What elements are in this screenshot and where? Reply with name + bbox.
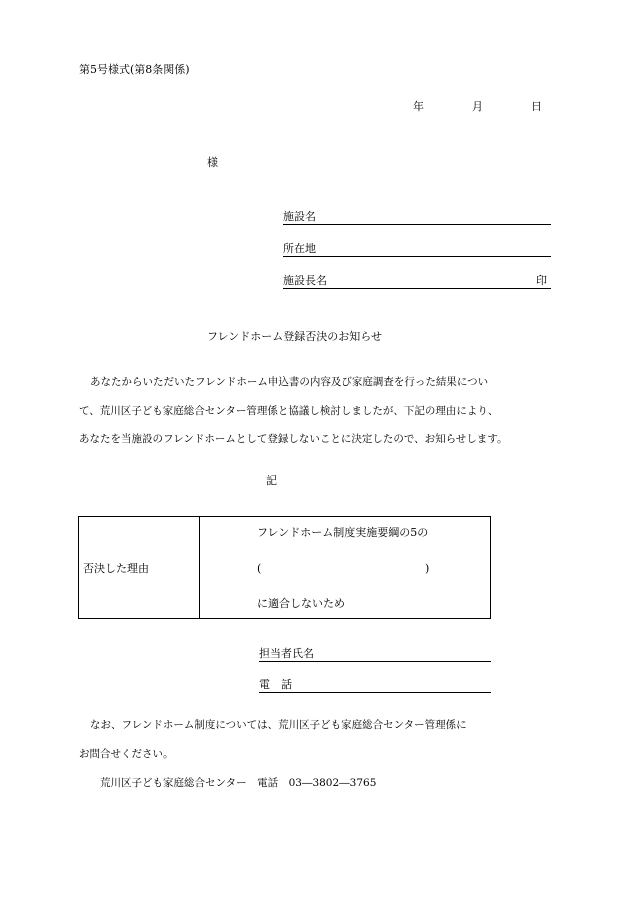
note-line-2: お問合せください。 xyxy=(79,748,174,760)
seal-mark: 印 xyxy=(536,274,547,287)
footer-contact: 荒川区子ども家庭総合センター 電話 03―3802―3765 xyxy=(100,777,377,789)
reason-line-1: フレンドホーム制度実施要綱の5の xyxy=(257,526,429,539)
facility-name-label: 施設名 xyxy=(283,210,316,223)
paren-open: ( xyxy=(257,562,262,575)
document-title: フレンドホーム登録否決のお知らせ xyxy=(207,330,382,343)
date-month-label: 月 xyxy=(472,100,483,113)
body-line-1: あなたからいただいたフレンドホーム申込書の内容及び家庭調査を行った結果につい xyxy=(90,376,489,388)
date-day-label: 日 xyxy=(531,100,542,113)
reason-label: 否決した理由 xyxy=(83,562,149,575)
note-line-1: なお、フレンドホーム制度については、荒川区子ども家庭総合センター管理係に xyxy=(90,719,467,731)
contact-person-line xyxy=(259,646,491,662)
form-number: 第5号様式(第8条関係) xyxy=(79,63,190,76)
facility-name-line xyxy=(283,209,551,225)
contact-phone-line xyxy=(259,677,491,693)
table-divider xyxy=(199,517,200,618)
address-line xyxy=(283,241,551,257)
date-year-label: 年 xyxy=(413,100,424,113)
ki-heading: 記 xyxy=(266,474,277,487)
recipient-suffix: 様 xyxy=(207,156,218,169)
reason-table xyxy=(78,516,491,619)
reason-line-3: に適合しないため xyxy=(257,597,345,610)
paren-close: ) xyxy=(425,562,430,575)
director-name-line xyxy=(283,273,551,289)
contact-phone-label: 電 話 xyxy=(259,678,292,691)
body-line-2: て、荒川区子ども家庭総合センター管理係と協議し検討しましたが、下記の理由により、 xyxy=(79,405,499,417)
address-label: 所在地 xyxy=(283,242,316,255)
body-line-3: あなたを当施設のフレンドホームとして登録しないことに決定したので、お知らせします。 xyxy=(79,433,508,445)
director-name-label: 施設長名 xyxy=(283,274,327,287)
contact-person-label: 担当者氏名 xyxy=(259,647,314,660)
